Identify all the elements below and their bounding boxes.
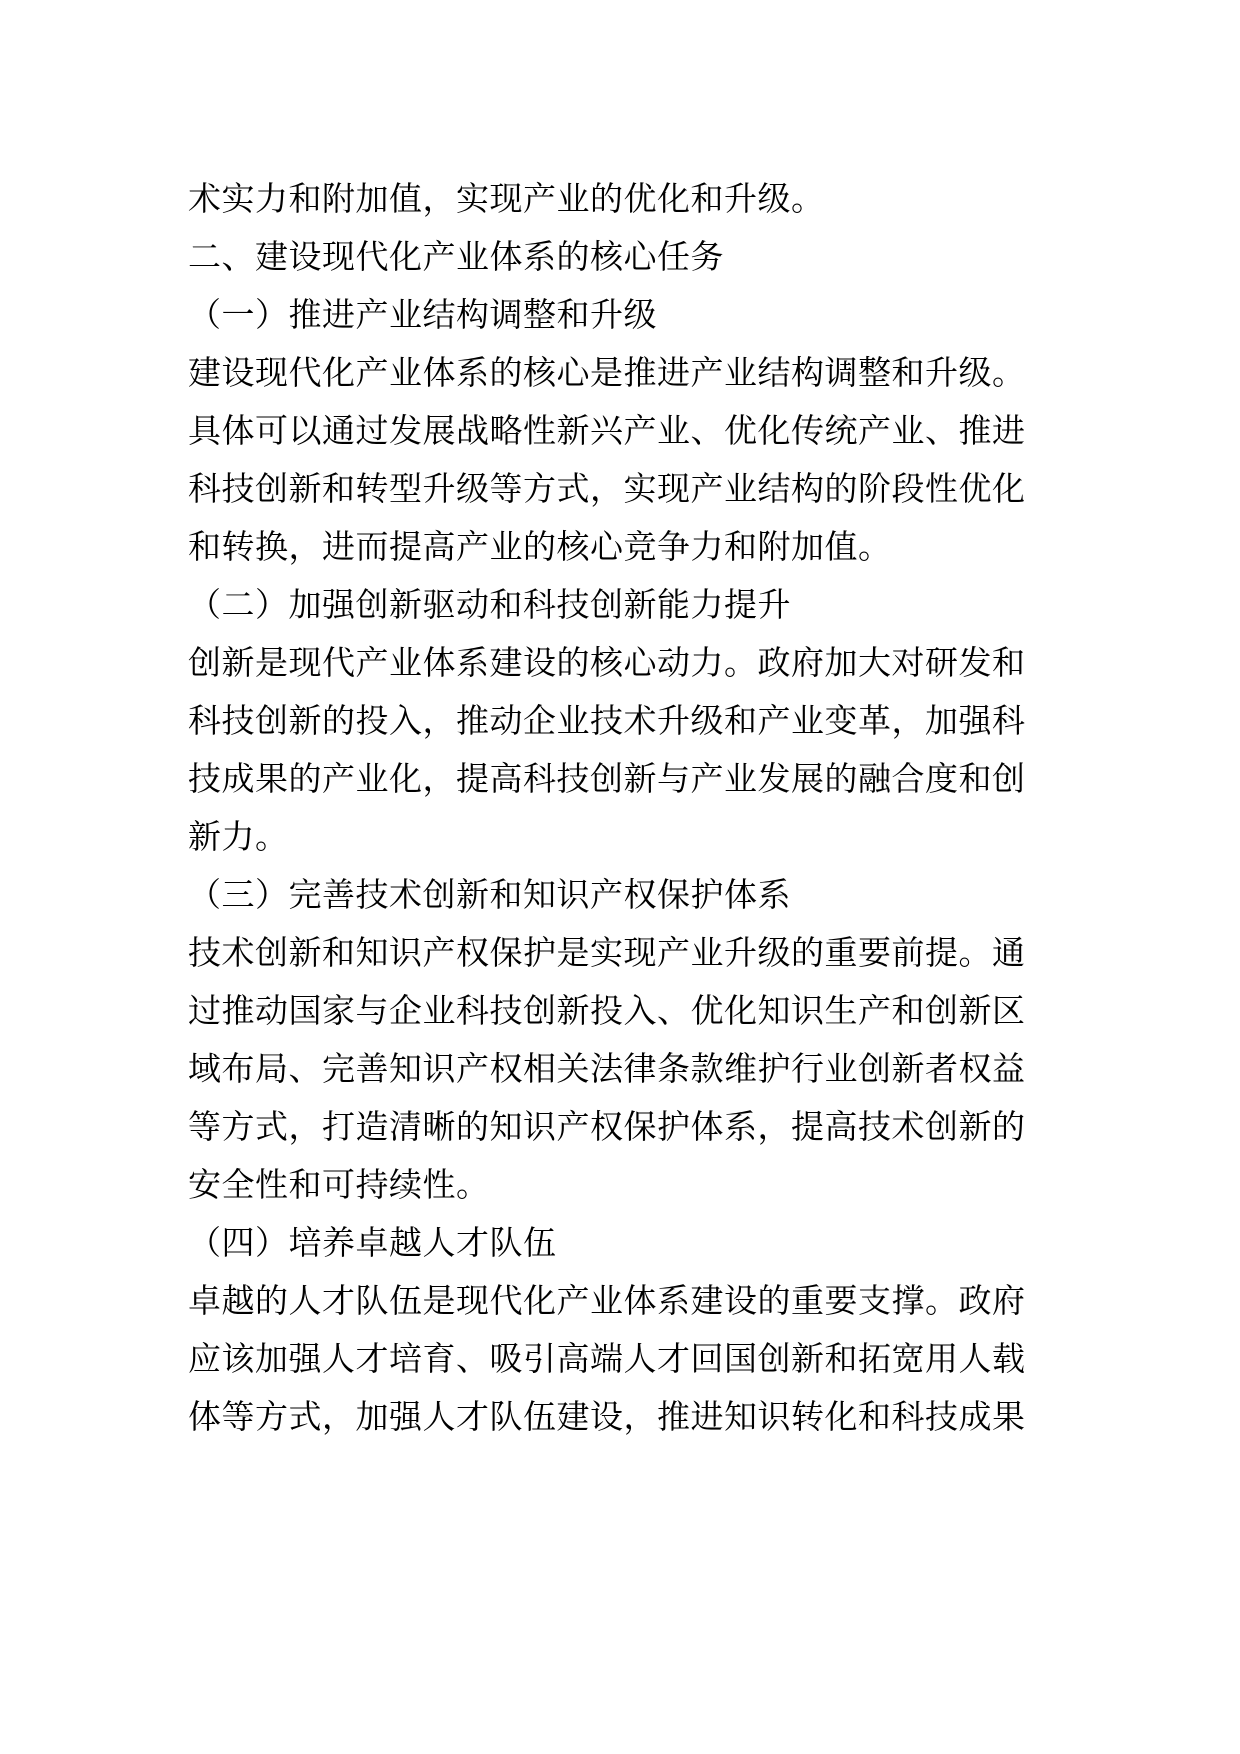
paragraph-line: 创新是现代产业体系建设的核心动力。政府加大对研发和 [188, 643, 1026, 682]
paragraph-line: 技成果的产业化，提高科技创新与产业发展的融合度和创 [188, 759, 1026, 798]
paragraph-line: 应该加强人才培育、吸引高端人才回国创新和拓宽用人载 [188, 1339, 1026, 1378]
paragraph-line: 具体可以通过发展战略性新兴产业、优化传统产业、推进 [188, 411, 1026, 450]
section-heading: 二、建设现代化产业体系的核心任务 [188, 237, 724, 276]
paragraph-line: 技术创新和知识产权保护是实现产业升级的重要前提。通 [188, 933, 1026, 972]
subsection-heading: （三）完善技术创新和知识产权保护体系 [188, 875, 791, 914]
paragraph-line: 科技创新的投入，推动企业技术升级和产业变革，加强科 [188, 701, 1026, 740]
paragraph-line: 和转换，进而提高产业的核心竞争力和附加值。 [188, 527, 892, 566]
paragraph-line: 新力。 [188, 817, 289, 856]
paragraph-line: 域布局、完善知识产权相关法律条款维护行业创新者权益 [188, 1049, 1026, 1088]
subsection-heading: （一）推进产业结构调整和升级 [188, 295, 657, 334]
paragraph-line: 安全性和可持续性。 [188, 1165, 490, 1204]
paragraph-line: 建设现代化产业体系的核心是推进产业结构调整和升级。 [188, 353, 1026, 392]
paragraph-line: 等方式，打造清晰的知识产权保护体系，提高技术创新的 [188, 1107, 1026, 1146]
paragraph-line: 过推动国家与企业科技创新投入、优化知识生产和创新区 [188, 991, 1026, 1030]
paragraph-line: 术实力和附加值，实现产业的优化和升级。 [188, 179, 825, 218]
subsection-heading: （四）培养卓越人才队伍 [188, 1223, 557, 1262]
paragraph-line: 科技创新和转型升级等方式，实现产业结构的阶段性优化 [188, 469, 1026, 508]
subsection-heading: （二）加强创新驱动和科技创新能力提升 [188, 585, 791, 624]
paragraph-line: 卓越的人才队伍是现代化产业体系建设的重要支撑。政府 [188, 1281, 1026, 1320]
paragraph-line: 体等方式，加强人才队伍建设，推进知识转化和科技成果 [188, 1397, 1026, 1436]
